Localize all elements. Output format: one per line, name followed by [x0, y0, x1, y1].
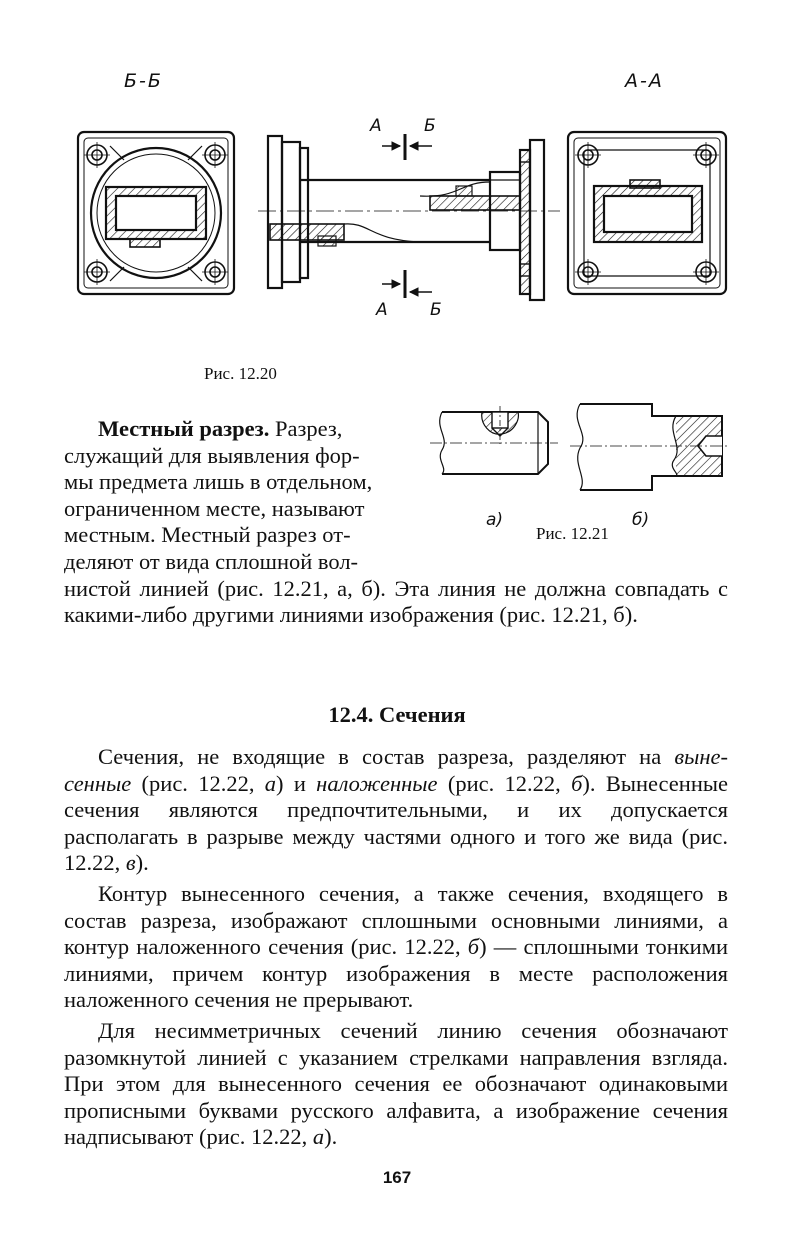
left-flange-view: [78, 132, 234, 294]
paragraph-2: Контур вынесенного сечения, а также сечения, входящего в состав разреза, изображают сплошными основными линиями, а контур наложенного сечения (рис. 12.22, б) — сплошными тонкими линиями, причем контур изображения в месте расположения наложенного сечения не прерывают.: [64, 880, 729, 1013]
local-section-paragraph: Местный разрез. Разрез, служащий для выявления фор- мы предмета лишь в отдельном, ограниченном месте, называют местным. Местный разрез от- деляют от вида сплошной вол- нистой линией (рис. 12.21, а, б). Эта линия не должна совпадать с какими-либо другими линиями изображения (рис. 12.21, б).: [64, 416, 728, 628]
right-flange-view: [568, 132, 726, 294]
paragraph-1: Сечения, не входящие в состав разреза, разделяют на выне-сенные (рис. 12.22, а) и наложенные (рис. 12.22, б). Вынесенные сечения являются предпочтительными, и их допускается располагать в разрыве между частями одного и того же вида (рис. 12.22, в).: [64, 744, 728, 876]
sections-body: [64, 744, 728, 1151]
figure-12-21-label-b: б): [632, 510, 650, 530]
view-label-b-b: Б-Б: [124, 70, 163, 92]
figure-12-20-drawing: [0, 0, 794, 360]
cut-label-bottom-a: А: [376, 300, 388, 320]
paragraph-3: Для несимметричных сечений линию сечения обозначают разомкнутой линией с указанием стрелками направления взгляда. При этом для вынесенного сечения ее обозначают одинаковыми прописными буквами русского алфавита, а изображение сечения надписывают (рис. 12.22, а).: [64, 1017, 728, 1150]
page-number: 167: [382, 1168, 412, 1187]
view-label-a-a: А-А: [625, 70, 664, 92]
local-section-term: Местный разрез.: [98, 416, 270, 441]
cut-label-top-a: А: [370, 116, 382, 136]
figure-12-21-label-a: а): [486, 510, 504, 530]
middle-section-view: [258, 134, 560, 300]
cut-label-bottom-b: Б: [430, 300, 442, 320]
figure-12-20-caption: Рис. 12.20: [204, 364, 277, 383]
section-heading: 12.4. Сечения: [328, 702, 466, 727]
figure-12-21-caption: Рис. 12.21: [536, 524, 609, 543]
cut-label-top-b: Б: [424, 116, 436, 136]
